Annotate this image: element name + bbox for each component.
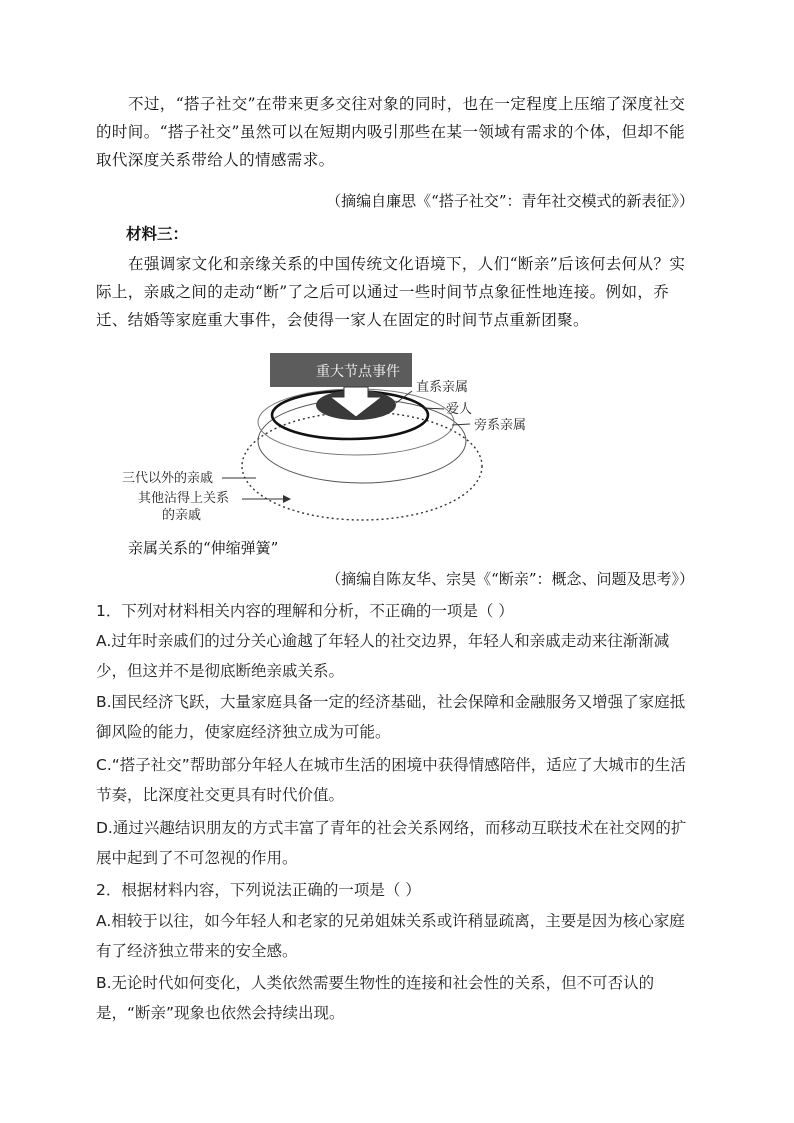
q2-option-a: A.相较于以往，如今年轻人和老家的兄弟姐妹关系或许稍显疏离，主要是因为核心家庭有了经济独立带来的安全感。 <box>96 912 685 960</box>
label-other-relatives-1: 其他沾得上关系 <box>138 491 230 506</box>
label-lover: 爱人 <box>446 402 473 417</box>
diagram-caption: 亲属关系的“伸缩弹簧” <box>128 539 279 557</box>
q1-option-b: B.国民经济飞跃，大量家庭具备一定的经济基础，社会保障和金融服务又增强了家庭抵御风险的能力，使家庭经济独立成为可能。 <box>96 693 686 741</box>
material2-tail-paragraph: 不过，“搭子社交”在带来更多交往对象的同时，也在一定程度上压缩了深度社交的时间。“搭子社交”虽然可以在短期内吸引那些在某一领域有需求的个体，但却不能取代深度关系带给人的情感需求。 <box>96 95 686 169</box>
q2-option-b: B.无论时代如何变化，人类依然需要生物性的连接和社会性的关系，但不可否认的是，“断亲”现象也依然会持续出现。 <box>96 974 655 1022</box>
material3-paragraph: 在强调家文化和亲缘关系的中国传统文化语境下，人们“断亲”后该何去何从？实际上，亲戚之间的走动“断”了之后可以通过一些时间节点象征性地连接。例如，乔迁、结婚等家庭重大事件，会使得一家人在固定的时间节点重新团聚。 <box>96 255 686 329</box>
source-citation-3: （摘编自陈友华、宗昊《“断亲”：概念、问题及思考》） <box>326 570 694 588</box>
q1-option-a: A.过年时亲戚们的过分关心逾越了年轻人的社交边界，年轻人和亲戚走动来往渐渐减少，但这并不是彻底断绝亲戚关系。 <box>96 632 670 680</box>
label-other-relatives-2: 的亲戚 <box>162 508 202 523</box>
label-third-gen: 三代以外的亲戚 <box>122 471 214 486</box>
question-2-stem: 2．根据材料内容，下列说法正确的一项是（ ） <box>96 881 421 899</box>
question-1-stem: 1．下列对材料相关内容的理解和分析，不正确的一项是（ ） <box>96 602 514 620</box>
source-citation-2: （摘编自廉思《“搭子社交”：青年社交模式的新表征》） <box>326 192 694 210</box>
label-collateral: 旁系亲属 <box>474 418 527 433</box>
q1-option-c: C.“搭子社交”帮助部分年轻人在城市生活的困境中获得情感陪伴，适应了大城市的生活节奏，比深度社交更具有时代价值。 <box>96 756 686 804</box>
leader-line <box>452 424 470 425</box>
label-direct-relatives: 直系亲属 <box>416 380 469 395</box>
kinship-spring-diagram <box>0 345 794 535</box>
material3-heading: 材料三： <box>126 224 189 243</box>
top-box-label: 重大节点事件 <box>316 364 400 380</box>
q1-option-d: D.通过兴趣结识朋友的方式丰富了青年的社会关系网络，而移动互联技术在社交网的扩展中起到了不可忽视的作用。 <box>96 819 687 867</box>
